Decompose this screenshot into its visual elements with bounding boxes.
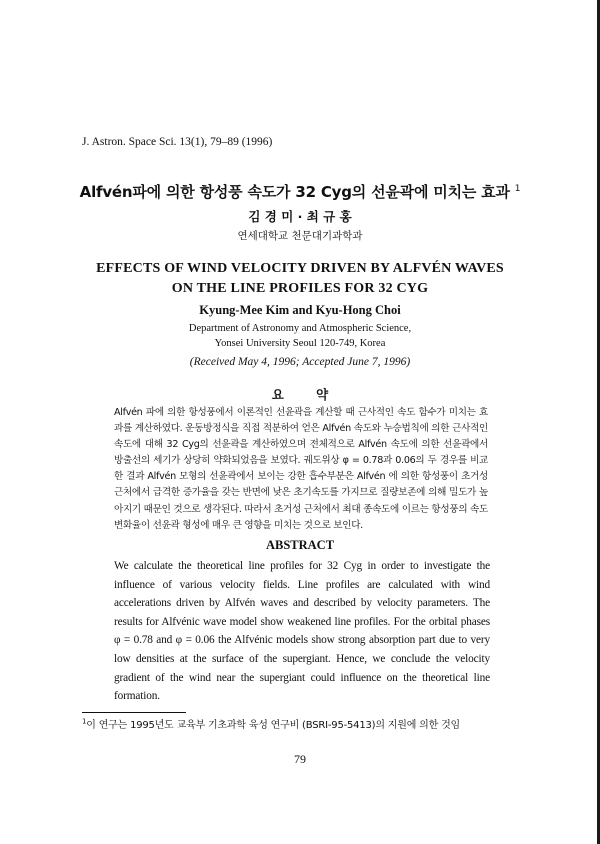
footnote-divider: [82, 712, 186, 713]
english-authors: Kyung-Mee Kim and Kyu-Hong Choi: [199, 303, 401, 317]
korean-abstract-heading: 요 약: [271, 387, 343, 402]
korean-abstract-body: Alfvén 파에 의한 항성풍에서 이론적인 선윤곽을 계산할 때 근사적인 속도 함수가 미치는 효과를 계산하였다. 운동방정식을 직접 적분하여 얻은 Alfvén 속도와 누승법칙에 의한 근사적인 속도에 대해 32 Cyg의 선윤곽을 계산하였으며 전체적으로 Alfvén 속도에 의한 선윤곽에서 방출선의 세기가 상당히 약화되었음을 보였다. 궤도위상 φ = 0.78과 0.06의 두 경우를 비교한 결과 Alfvén 모형의 선윤곽에서 보이는 강한 흡수부분은 Alfvén 에 의한 항성풍이 초거성 근처에서 급격한 증가율을 갖는 반면에 낮은 초기속도를 가지므로 질량보존에 의해 밀도가 높아지기 때문인 것으로 생각된다. 따라서 초거성 근처에서 최대 종속도에 이르는 항성풍의 속도 변화율이 선윤곽 형성에 매우 큰 영향을 미치는 것으로 보인다.: [114, 407, 488, 531]
affiliation-line-1: Department of Astronomy and Atmospheric Science,: [188, 323, 412, 334]
footnote-mark: 1: [82, 717, 87, 726]
english-title-line-1: EFFECTS OF WIND VELOCITY DRIVEN BY ALFVÉN WAVES: [96, 261, 504, 276]
english-abstract-body: We calculate the theoretical line profiles for 32 Cyg in order to investigate the influence of various velocity fields. Line profiles are calculated with wind accelerations driven by Alfvén waves and described by velocity parameters. The results for Alfvénic wave model show weakened line profiles. For the orbital phases φ = 0.78 and φ = 0.06 the Alfvénic models show strong absorption part due to very low densities at the surface of the supergiant. Hence, we conclude the velocity gradient of the wind near the supergiant could influence on the theoretical line formation.: [114, 560, 490, 703]
english-title-line-2: ON THE LINE PROFILES FOR 32 CYG: [171, 281, 429, 296]
korean-affiliation: 연세대학교 천문대기과학과: [237, 230, 363, 242]
english-abstract-heading: ABSTRACT: [265, 538, 335, 552]
english-title: [60, 259, 540, 299]
korean-authors: 김 경 미 · 최 규 홍: [248, 209, 352, 224]
footnote: [82, 716, 460, 731]
page-number: 79: [294, 752, 306, 766]
received-dates: (Received May 4, 1996; Accepted June 7, 1996): [189, 356, 411, 368]
korean-title: [60, 181, 540, 202]
affiliation-line-2: Yonsei University Seoul 120-749, Korea: [214, 338, 386, 349]
journal-reference: J. Astron. Space Sci. 13(1), 79–89 (1996): [82, 136, 273, 148]
english-affiliation: [0, 321, 600, 351]
title-footnote-mark: 1: [514, 184, 521, 194]
footnote-text: 이 연구는 1995년도 교육부 기초과학 육성 연구비 (BSRI-95-5413)의 지원에 의한 것임: [86, 720, 460, 731]
korean-title-text: Alfvén파에 의한 항성풍 속도가 32 Cyg의 선윤곽에 미치는 효과: [79, 183, 510, 201]
